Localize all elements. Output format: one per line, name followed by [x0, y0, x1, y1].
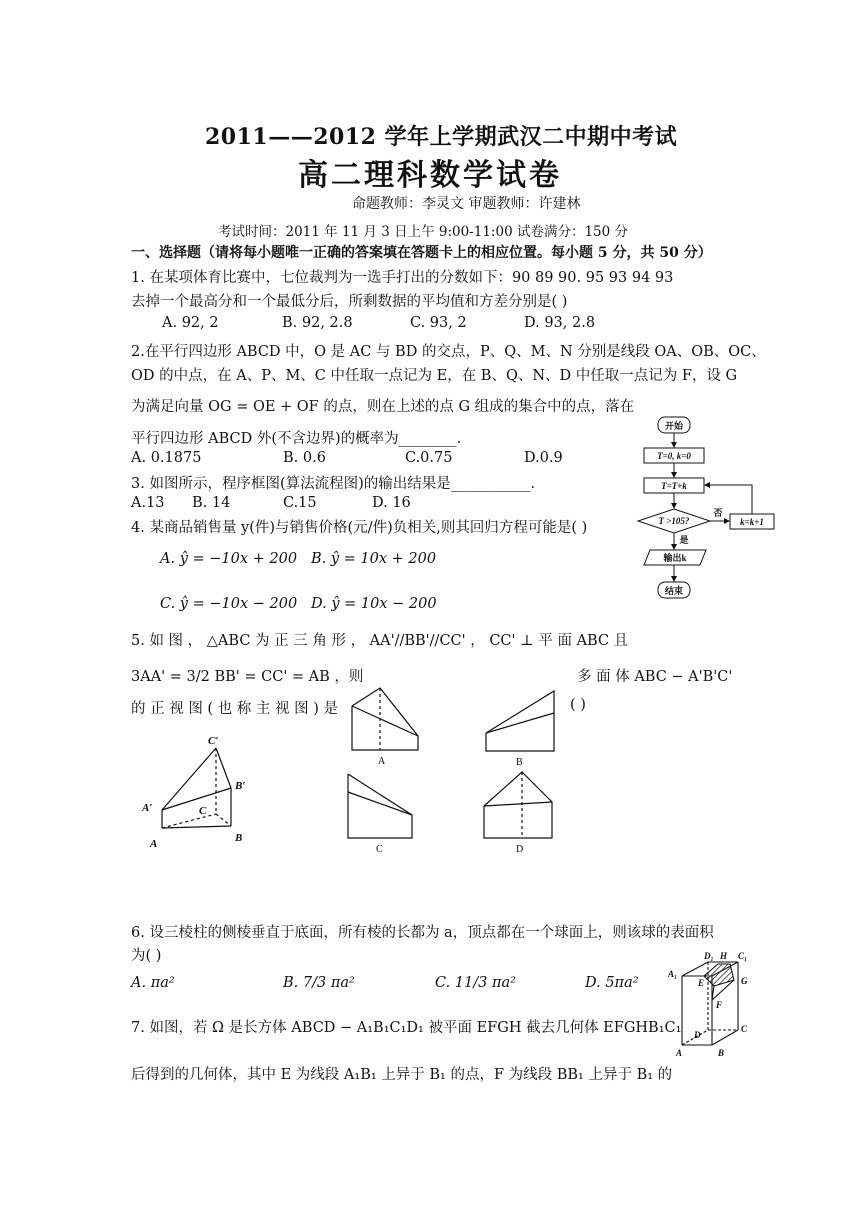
q5-view-a	[348, 686, 420, 768]
q1-line2: 去掉一个最高分和一个最低分后，所剩数据的平均值和方差分别是( )	[131, 294, 568, 310]
box-label-c: C	[741, 1024, 748, 1034]
q6-option-b: B. 7/3 πa²	[283, 975, 355, 991]
q1-line1: 1. 在某项体育比赛中，七位裁判为一选手打出的分数如下：90 89 90. 95 93 94 93	[131, 270, 674, 286]
q4-option-b: B. ŷ = 10x + 200	[311, 551, 437, 567]
q6-line1: 6. 设三棱柱的侧棱垂直于底面，所有棱的长都为 a，顶点都在一个球面上，则该球的表面积	[131, 925, 714, 941]
flowchart-diagram	[620, 415, 780, 605]
flow-step-label: T=T+k	[661, 481, 687, 491]
q3-option-a: A.13	[131, 495, 165, 511]
solid-label-b-prime: B′	[235, 780, 246, 792]
exam-subtitle: 高二理科数学试卷	[298, 158, 562, 193]
q1-option-b: B. 92, 2.8	[282, 315, 353, 331]
q5-line1: 5. 如 图 ， △ABC 为 正 三 角 形 ， AA'//BB'//CC' ， CC' ⊥ 平 面 ABC 且	[131, 633, 629, 649]
q6-option-d: D. 5πa²	[585, 975, 639, 991]
q3-option-b: B. 14	[192, 495, 231, 511]
q2-option-c: C.0.75	[405, 450, 453, 466]
q4-option-a: A. ŷ = −10x + 200	[160, 551, 298, 567]
box-label-d1: D₁	[704, 951, 714, 961]
flow-start-label: 开始	[664, 421, 684, 431]
solid-label-c-prime: C′	[208, 735, 219, 747]
q7-line1: 7. 如图，若 Ω 是长方体 ABCD − A₁B₁C₁D₁ 被平面 EFGH 截去几何体 EFGHB₁C₁	[131, 1020, 682, 1036]
flow-cond-label: T >105?	[658, 516, 690, 526]
q2-line3: 为满足向量 OG = OE + OF 的点，则在上述的点 G 组成的集合中的点，落在	[131, 399, 635, 415]
box-label-f: F	[716, 1000, 723, 1010]
view-c-label: C	[376, 844, 383, 855]
box-label-c1: C₁	[738, 951, 748, 961]
box-label-a: A	[676, 1048, 683, 1058]
q5-paren: ( )	[570, 697, 586, 713]
q4-option-d: D. ŷ = 10x − 200	[311, 596, 437, 612]
q5-solid-figure	[138, 732, 268, 854]
flow-out-label: 输出k	[663, 553, 687, 563]
q2-option-b: B. 0.6	[283, 450, 326, 466]
q6-line2: 为( )	[131, 948, 162, 964]
q7-line2: 后得到的几何体，其中 E 为线段 A₁B₁ 上异于 B₁ 的点，F 为线段 BB₁ 上异于 B₁ 的	[131, 1067, 673, 1083]
q2-line4: 平行四边形 ABCD 外(不含边界)的概率为________.	[131, 431, 462, 447]
solid-label-a: A	[150, 838, 158, 850]
exam-title: 2011——2012 学年上学期武汉二中期中考试	[205, 124, 678, 150]
q1-option-d: D. 93, 2.8	[524, 315, 596, 331]
view-b-label: B	[516, 757, 523, 768]
solid-label-a-prime: A′	[142, 802, 153, 814]
box-label-a1: A₁	[668, 969, 678, 979]
q6-option-c: C. 11/3 πa²	[435, 975, 516, 991]
q5-view-b	[482, 688, 562, 768]
flow-inc-label: k=k+1	[740, 517, 764, 527]
box-label-b: B	[718, 1048, 725, 1058]
flow-end-label: 结束	[664, 586, 684, 596]
exam-info: 考试时间：2011 年 11 月 3 日上午 9:00-11:00 试卷满分：150 分	[218, 224, 629, 240]
q3-option-d: D. 16	[372, 495, 411, 511]
q3-option-c: C.15	[283, 495, 317, 511]
q5-line3: 的 正 视 图 ( 也 称 主 视 图 ) 是	[131, 701, 339, 717]
q4-line1: 4. 某商品销售量 y(件)与销售价格(元/件)负相关,则其回归方程可能是( )	[131, 520, 588, 536]
q2-line2: OD 的中点，在 A、P、M、C 中任取一点记为 E，在 B、Q、N、D 中任取一点记为 F，设 G	[131, 368, 738, 384]
q6-option-a: A. πa²	[131, 975, 175, 991]
q3-line1: 3. 如图所示，程序框图(算法流程图)的输出结果是___________.	[131, 476, 536, 492]
box-label-d: D	[694, 1030, 701, 1040]
q4-option-c: C. ŷ = −10x − 200	[160, 596, 298, 612]
q5-view-d	[480, 770, 560, 858]
q2-line1: 2.在平行四边形 ABCD 中，O 是 AC 与 BD 的交点，P、Q、M、N 分别是线段 OA、OB、OC、	[131, 344, 766, 360]
solid-label-c: C	[199, 805, 207, 817]
teacher-info: 命题教师：李灵文 审题教师：许建林	[352, 196, 581, 212]
q7-box-figure	[668, 950, 768, 1060]
flow-init-label: T=0, k=0	[657, 451, 691, 461]
q2-option-d: D.0.9	[524, 450, 563, 466]
q5-line2a: 3AA' = 3/2 BB' = CC' = AB ，则	[131, 669, 364, 685]
flow-yes-label: 是	[679, 535, 689, 545]
q1-option-c: C. 93, 2	[410, 315, 467, 331]
q5-line2b: 多 面 体 ABC − A'B'C'	[577, 669, 733, 685]
box-label-g: G	[741, 976, 748, 986]
flow-no-label: 否	[713, 508, 723, 518]
q2-option-a: A. 0.1875	[131, 450, 202, 466]
solid-label-b: B	[235, 832, 243, 844]
box-label-h: H	[720, 951, 728, 961]
view-a-label: A	[378, 756, 386, 767]
box-label-e: E	[698, 978, 705, 988]
q1-option-a: A. 92, 2	[162, 315, 219, 331]
q5-view-c	[344, 770, 416, 858]
view-d-label: D	[516, 844, 524, 855]
section-heading: 一、选择题（请将每小题唯一正确的答案填在答题卡上的相应位置。每小题 5 分，共 50 分）	[131, 245, 712, 261]
